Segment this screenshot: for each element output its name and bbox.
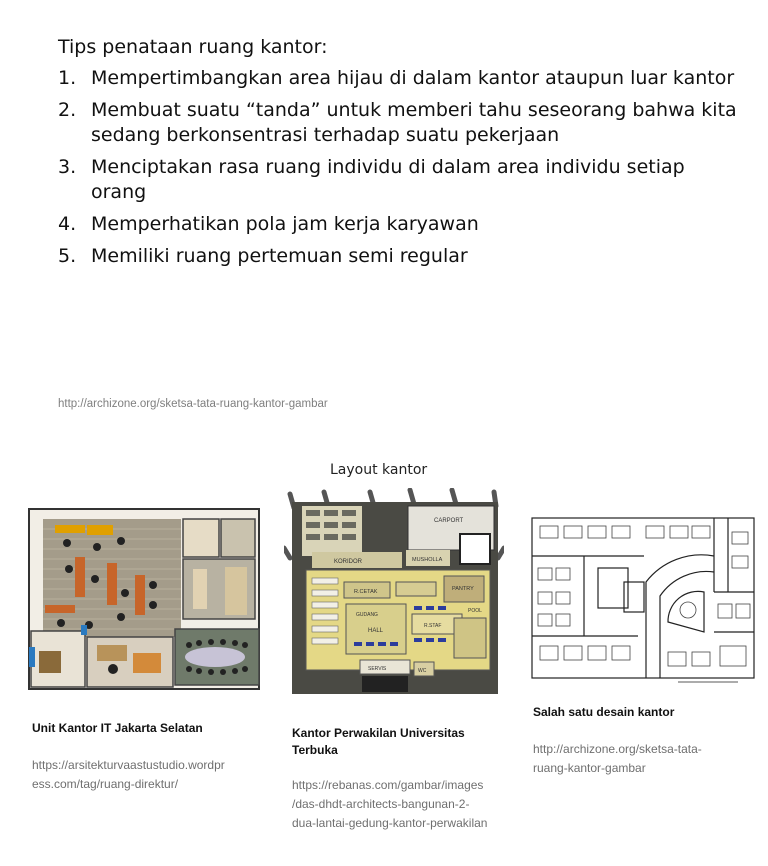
link-it-office[interactable]: https://arsitekturvaastustudio.wordpr ess.com/tag/ruang-direktur/	[32, 758, 225, 791]
layout-label: Layout kantor	[330, 462, 428, 478]
link-office-design[interactable]: http://archizone.org/sketsa-tata- ruang-kantor-gambar	[533, 742, 702, 775]
source-link-top[interactable]: http://archizone.org/sketsa-tata-ruang-kantor-gambar	[58, 398, 328, 410]
label-carport: CARPORT	[434, 518, 464, 524]
tips-list	[58, 66, 738, 276]
tip-item: 2. Membuat suatu “tanda” untuk memberi tahu seseorang bahwa kita sedang berkonsentrasi terhadap suatu pekerjaan	[58, 99, 737, 146]
tip-item: 3. Menciptakan rasa ruang individu di dalam area individu setiap orang	[58, 156, 685, 203]
caption-office-design: Salah satu desain kantor	[533, 705, 675, 719]
label-wc: WC	[418, 668, 427, 674]
label-rstaf: R.STAF	[424, 623, 442, 629]
slide-title: Tips penataan ruang kantor:	[58, 36, 328, 58]
link-ut-office[interactable]: https://rebanas.com/gambar/images /das-dhdt-architects-bangunan-2- dua-lantai-gedung-kantor-perwakilan	[292, 778, 488, 830]
tip-item: 1. Mempertimbangkan area hijau di dalam kantor ataupun luar kantor	[58, 67, 735, 89]
floorplan-ut-office-image	[284, 488, 504, 700]
label-gudang: GUDANG	[356, 612, 378, 618]
tip-item: 5. Memiliki ruang pertemuan semi regular	[58, 245, 468, 267]
label-pantry: PANTRY	[452, 586, 474, 592]
label-musholla: MUSHOLLA	[412, 557, 443, 563]
label-pool: POOL	[468, 608, 482, 614]
tip-item: 4. Memperhatikan pola jam kerja karyawan	[58, 213, 479, 235]
label-hall: HALL	[368, 628, 384, 634]
floorplan-it-office-image	[25, 505, 263, 691]
label-servis: SERVIS	[368, 666, 387, 672]
caption-it-office: Unit Kantor IT Jakarta Selatan	[32, 721, 203, 735]
caption-ut-office: Kantor Perwakilan Universitas Terbuka	[292, 726, 465, 757]
floorplan-office-design-image	[528, 512, 758, 688]
label-koridor: KORIDOR	[334, 559, 363, 565]
label-rcetak: R.CETAK	[354, 589, 378, 595]
